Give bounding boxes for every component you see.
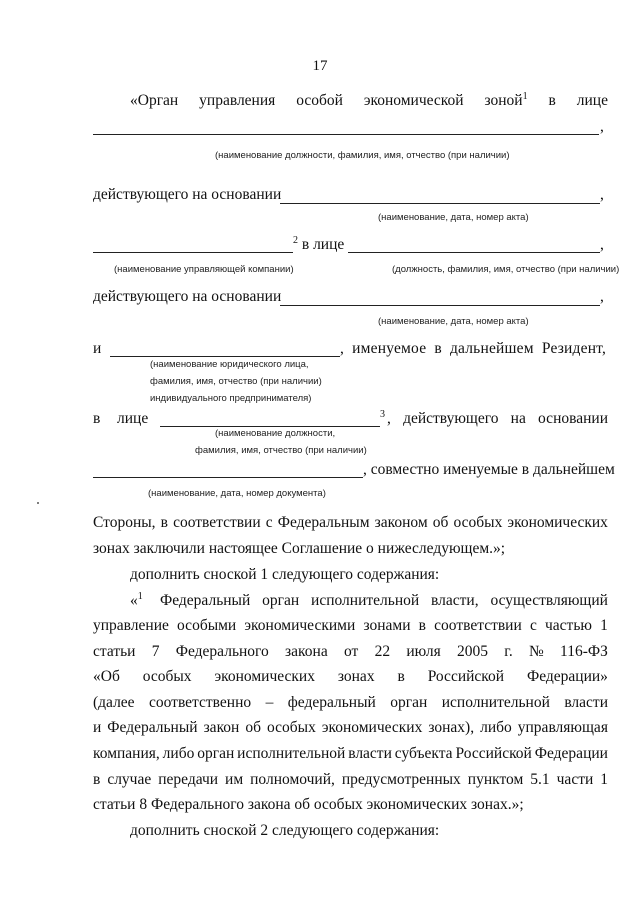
caption-position-name: (наименование должности, фамилия, имя, отчество (при наличии) — [215, 150, 510, 161]
word: «Об — [93, 668, 120, 685]
caption-position-name-2: (должность, фамилия, имя, отчество (при наличии) — [392, 264, 620, 275]
fn1-line-3 — [93, 643, 608, 661]
word: либо — [480, 719, 512, 736]
word: действующего — [403, 410, 499, 427]
word: от — [343, 643, 359, 660]
word: с — [265, 514, 273, 531]
footnote-ref-2: 2 — [293, 234, 298, 246]
page-number: 17 — [312, 58, 328, 74]
fn1-line-9: статьи 8 Федерального закона об особых экономических зонах.»; — [93, 796, 524, 813]
word: 116-ФЗ — [560, 643, 608, 660]
word: лице — [576, 92, 608, 109]
word: субъекта — [394, 745, 453, 762]
word: № — [528, 643, 544, 660]
footnote-ref-1: 1 — [522, 90, 528, 102]
blank-field-mgmt-company[interactable] — [93, 252, 293, 253]
word: зонах — [337, 668, 375, 685]
caption-act-2: (наименование, дата, номер акта) — [378, 316, 529, 327]
word: экономических — [321, 719, 423, 736]
word: случае — [107, 771, 152, 788]
word: особыми — [177, 617, 237, 634]
word: в — [397, 668, 405, 685]
comma: , — [600, 186, 604, 203]
word: законом — [374, 514, 428, 531]
word: Российской — [427, 668, 505, 685]
acting-basis-label-2: действующего на основании — [93, 288, 282, 305]
fn1-line-7 — [93, 745, 608, 763]
word: частью — [545, 617, 592, 634]
word: предусмотренных — [341, 771, 461, 788]
word: Федерального — [175, 643, 269, 660]
word: в — [548, 92, 556, 109]
footnote-mark-1: 1 — [137, 590, 143, 602]
caption-position-3b: фамилия, имя, отчество (при наличии) — [195, 445, 367, 456]
word: июля — [406, 643, 441, 660]
word: орган — [262, 592, 300, 609]
footnote-ref-3-wrap — [380, 410, 385, 428]
word: особой — [296, 92, 343, 109]
word: об — [245, 719, 261, 736]
word: им — [225, 771, 244, 788]
litse-label: лице — [117, 410, 149, 427]
word: особых — [453, 514, 503, 531]
add-footnote-1: дополнить сноской 1 следующего содержания: — [130, 566, 440, 583]
word: (далее — [93, 694, 135, 711]
word: Федерации» — [526, 668, 608, 685]
word: 7 — [151, 643, 160, 660]
word: компания, — [93, 745, 160, 762]
fn1-line-4 — [93, 668, 608, 686]
parties-line-1 — [93, 514, 608, 532]
word: – — [265, 694, 274, 711]
word: исполнительной — [311, 592, 420, 609]
caption-document: (наименование, дата, номер документа) — [148, 488, 326, 499]
fn1-line-1 — [160, 592, 608, 610]
caption-legal-entity-2: фамилия, имя, отчество (при наличии) — [150, 376, 322, 387]
v-label: в — [93, 410, 101, 427]
word: в — [160, 514, 168, 531]
word: экономических — [507, 514, 608, 531]
word: управляющая — [517, 719, 608, 736]
blank-field-position-name[interactable] — [93, 134, 599, 135]
word: Стороны, — [93, 514, 156, 531]
word: власти, — [431, 592, 479, 609]
word: власти — [348, 745, 392, 762]
word: закона — [285, 643, 328, 660]
word: в — [93, 771, 101, 788]
word: основании — [538, 410, 608, 427]
word: 1 — [600, 617, 608, 634]
word: осуществляющий — [490, 592, 608, 609]
caption-position-3a: (наименование должности, — [215, 428, 336, 439]
word: «Орган — [130, 92, 179, 109]
word: экономическими — [244, 617, 356, 634]
word: пунктом — [467, 771, 524, 788]
word: Федерации — [534, 745, 608, 762]
and-label: и — [93, 340, 102, 357]
word: 1 — [600, 771, 608, 788]
named-resident-text: , именуемое в дальнейшем Резидент, — [340, 340, 607, 357]
word: об — [432, 514, 449, 531]
word: особых — [267, 719, 316, 736]
word: в — [418, 617, 426, 634]
blank-field-act[interactable] — [280, 203, 600, 204]
word: статьи — [93, 643, 136, 660]
word: и — [93, 719, 102, 736]
word: соответственно — [149, 694, 252, 711]
fn1-quote-start: «$^1$ — [130, 590, 143, 609]
word: Российской — [455, 745, 532, 762]
blank-field-position-3[interactable] — [160, 426, 380, 427]
comma: , — [600, 288, 604, 305]
caption-act: (наименование, дата, номер акта) — [378, 212, 529, 223]
blank-field-position-name-2[interactable] — [348, 252, 600, 253]
word: полномочий, — [250, 771, 335, 788]
word: федеральный — [287, 694, 376, 711]
form-line-organ — [130, 92, 608, 110]
comma: , — [600, 118, 604, 135]
acting-basis-label: действующего на основании — [93, 186, 282, 203]
word: орган — [390, 694, 428, 711]
word: особых — [142, 668, 192, 685]
word: передачи — [158, 771, 219, 788]
word: на — [510, 410, 526, 427]
word: г. — [504, 643, 513, 660]
word: управление — [93, 617, 169, 634]
word: Федеральным — [277, 514, 370, 531]
fn1-line-2 — [93, 617, 608, 635]
word: Федеральный — [107, 719, 198, 736]
comma: , — [387, 410, 391, 427]
footnote-ref-3: 3 — [380, 408, 385, 420]
word: соответствии — [434, 617, 522, 634]
word: исполнительной — [237, 745, 346, 762]
blank-field-document[interactable] — [93, 477, 363, 478]
add-footnote-2: дополнить сноской 2 следующего содержания: — [130, 822, 440, 839]
word: орган — [197, 745, 235, 762]
word: экономических — [214, 668, 315, 685]
jointly-named-text: , совместно именуемые в дальнейшем — [363, 461, 615, 478]
word: исполнительной — [441, 694, 550, 711]
word: зонами — [363, 617, 411, 634]
in-person-label: $^2$ в лице — [293, 234, 345, 253]
acting-basis-line-3 — [387, 410, 608, 428]
word: власти — [564, 694, 608, 711]
fn1-line-8 — [93, 771, 608, 789]
fn1-line-6 — [93, 719, 608, 737]
word: управления — [199, 92, 276, 109]
caption-legal-entity-1: (наименование юридического лица, — [150, 359, 309, 370]
fn1-line-5 — [93, 694, 608, 712]
word: закон — [203, 719, 240, 736]
word-with-footnote: зоной$^1$ — [484, 90, 528, 109]
caption-legal-entity-3: индивидуального предпринимателя) — [150, 393, 312, 404]
word: Федеральный — [160, 592, 251, 609]
word: соответствии — [173, 514, 261, 531]
word: экономической — [363, 92, 464, 109]
scan-speck — [37, 502, 39, 504]
word: 5.1 — [530, 771, 550, 788]
comma: , — [600, 236, 604, 253]
word: 2005 — [456, 643, 488, 660]
word: зонах), — [428, 719, 475, 736]
parties-line-2: зонах заключили настоящее Соглашение о нижеследующем.»; — [93, 540, 506, 557]
caption-mgmt-company: (наименование управляющей компании) — [114, 264, 294, 275]
word: 22 — [374, 643, 391, 660]
word: части — [556, 771, 594, 788]
word: с — [529, 617, 537, 634]
word: либо — [162, 745, 195, 762]
blank-field-legal-entity[interactable] — [110, 356, 340, 357]
blank-field-act-2[interactable] — [280, 305, 600, 306]
